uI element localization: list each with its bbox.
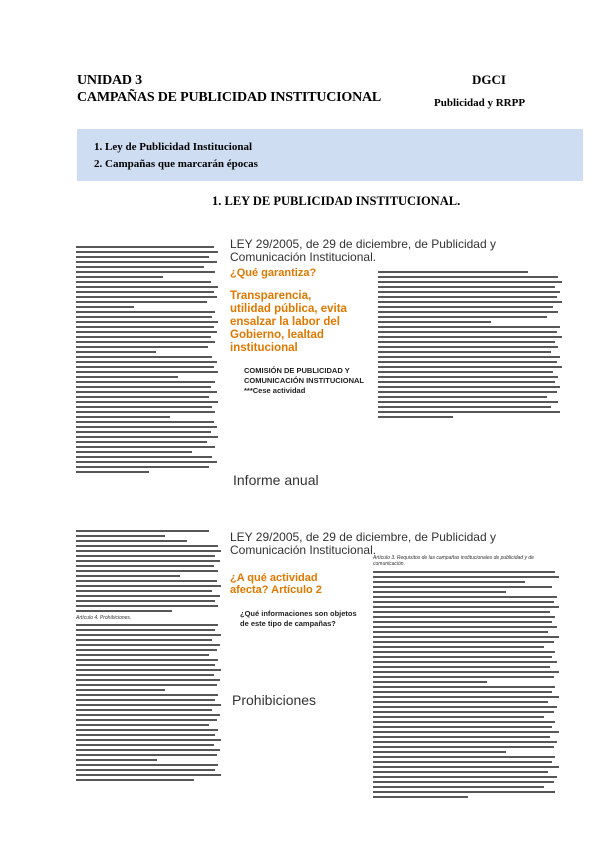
- slide-2-right-column: [373, 555, 563, 820]
- slide-1-left-column: [76, 246, 221, 496]
- commission-name: COMISIÓN DE PUBLICIDAD Y COMUNICACIÓN INSTITUCIONAL: [244, 366, 364, 385]
- slide-1-question: ¿Qué garantiza?: [230, 267, 317, 279]
- section-heading: 1. LEY DE PUBLICIDAD INSTITUCIONAL.: [212, 194, 461, 208]
- toc-item-1: 1. Ley de Publicidad Institucional: [94, 141, 253, 153]
- slide-1-right-column: [378, 271, 566, 461]
- prohibitions-label: Prohibiciones: [232, 692, 317, 708]
- toc-item-2: 2. Campañas que marcarán épocas: [94, 158, 258, 170]
- commission-note: ***Cese actividad: [244, 386, 306, 395]
- report-label: Informe anual: [233, 472, 319, 488]
- org-label: DGCI: [472, 72, 506, 87]
- article-3-heading: Artículo 3. Requisitos de las campañas institucionales de publicidad y de comunicación.: [373, 555, 534, 567]
- slide-2-info-question: ¿Qué informaciones son objetos de este tipo de campañas?: [240, 609, 357, 628]
- department-label: Publicidad y RRPP: [434, 97, 526, 109]
- slide-2-law-title: LEY 29/2005, de 29 de diciembre, de Publicidad y Comunicación Institucional.: [230, 530, 496, 557]
- commission-block: [244, 366, 364, 396]
- slide-2-question: ¿A qué actividad afecta? Artículo 2: [230, 572, 322, 596]
- article-4-heading: Artículo 4. Prohibiciones.: [76, 615, 132, 621]
- slide-1-law-title: LEY 29/2005, de 29 de diciembre, de Publicidad y Comunicación Institucional.: [230, 237, 496, 264]
- unit-heading: [77, 72, 381, 106]
- slide-1-values: Transparencia, utilidad pública, evita ensalzar la labor del Gobierno, lealtad institucional: [230, 290, 347, 354]
- unit-label: UNIDAD 3: [77, 73, 142, 88]
- slide-2-left-column: [76, 530, 224, 820]
- unit-title: CAMPAÑAS DE PUBLICIDAD INSTITUCIONAL: [77, 90, 382, 105]
- table-of-contents: [77, 129, 583, 181]
